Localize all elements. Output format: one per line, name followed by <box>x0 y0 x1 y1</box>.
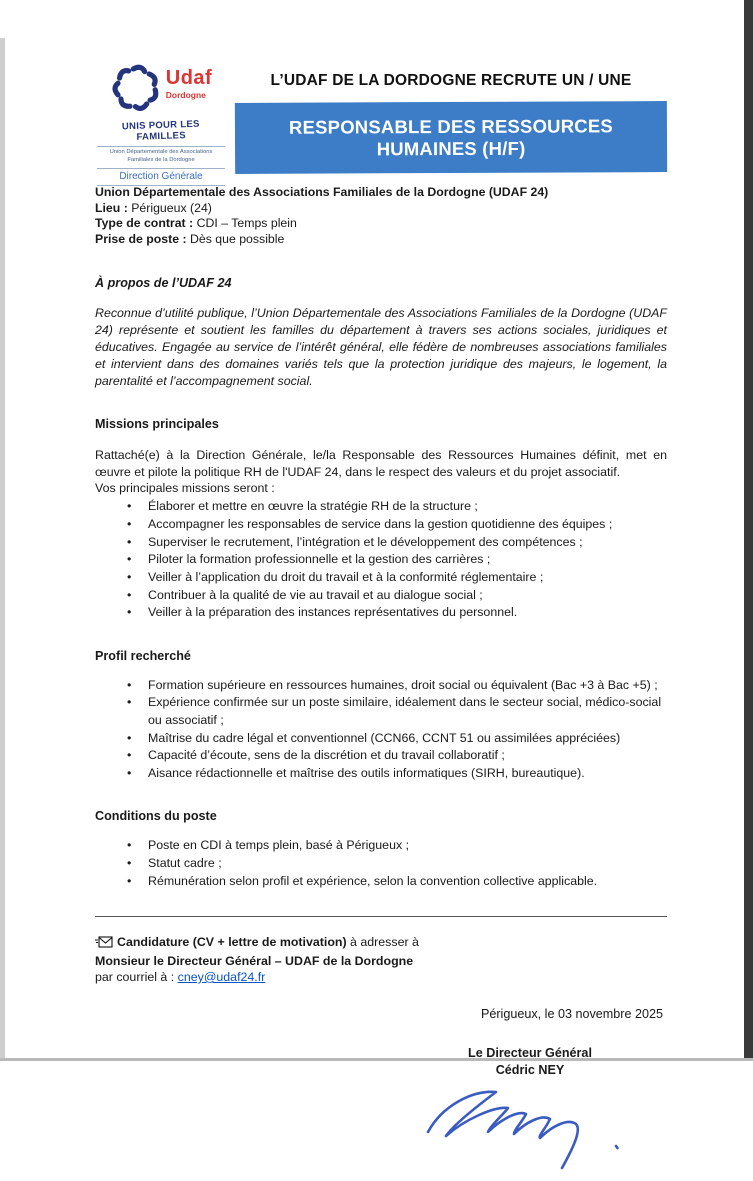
condition-item: • Rémunération selon profil et expérience, selon la convention collective applicable. <box>95 873 667 891</box>
missions-intro: Rattaché(e) à la Direction Générale, le/la Responsable des Ressources Humaines définit, met en œuvre et pilote la politique RH de l'UDAF 24, dans le respect des valeurs et du projet associatif. <box>95 448 667 479</box>
profile-heading: Profil recherché <box>95 648 191 663</box>
about-paragraph: Reconnue d’utilité publique, l’Union Départementale des Associations Familiales de la Dordogne (UDAF 24) représente et soutient les familles du département à travers ses actions sociales, juridiques et éducatives. Engagée au service de l’intérêt général, elle fédère de nombreuses associations familiales et intervient dans des domaines variés tels que la protection juridique des majeurs, le logement, la parentalité et l’accompagnement social. <box>95 306 667 389</box>
footer-divider <box>95 916 667 917</box>
profile-item: • Expérience confirmée sur un poste similaire, idéalement dans le secteur social, médico-social ou associatif ; <box>95 694 667 729</box>
document-page <box>95 60 667 1181</box>
logo-udaf-text: Udaf <box>165 67 213 89</box>
field-lieu-value: Périgueux (24) <box>131 200 212 215</box>
organization-line: Union Départementale des Associations Familiales de la Dordogne (UDAF 24) <box>95 185 549 199</box>
profile-item: • Capacité d’écoute, sens de la discrétion et du travail collaboratif ; <box>95 747 667 765</box>
application-block <box>95 934 667 985</box>
scan-edge-left <box>0 38 5 1061</box>
profile-item: • Formation supérieure en ressources humaines, droit social ou équivalent (Bac +3 à Bac +5) ; <box>95 677 667 695</box>
about-heading: À propos de l’UDAF 24 <box>95 276 232 291</box>
profile-item: • Maîtrise du cadre légal et conventionnel (CCN66, CCNT 51 ou assimilées appréciées) <box>95 730 667 748</box>
job-info-block <box>95 185 667 247</box>
missions-list <box>95 498 667 621</box>
mission-item: • Accompagner les responsables de service dans la gestion quotidienne des équipes ; <box>95 516 667 534</box>
job-title-text: RESPONSABLE DES RESSOURCES HUMAINES (H/F) <box>288 115 613 160</box>
udaf-logo <box>97 62 225 186</box>
application-line1-rest: à adresser à <box>346 935 419 950</box>
logo-tagline: UNIS POUR LES FAMILLES <box>121 118 200 143</box>
profile-list <box>95 677 667 783</box>
envelope-icon <box>95 936 113 952</box>
email-link[interactable]: cney@udaf24.fr <box>177 969 266 984</box>
document-header <box>95 60 667 185</box>
logo-region-text: Dordogne <box>165 90 206 100</box>
logo-department: Direction Générale <box>97 168 225 186</box>
handwritten-signature <box>410 1084 660 1181</box>
mission-item: • Superviser le recrutement, l’intégration et le développement des compétences ; <box>95 534 667 552</box>
application-email-prefix: par courriel à : <box>95 969 178 984</box>
conditions-heading: Conditions du poste <box>95 809 217 824</box>
field-contrat-label: Type de contrat : <box>95 216 194 231</box>
scan-edge-right <box>744 0 753 1061</box>
udaf-figures-icon <box>110 62 162 119</box>
application-recipient: Monsieur le Directeur Général – UDAF de la Dordogne <box>95 953 414 968</box>
field-prise-value: Dès que possible <box>190 231 285 246</box>
profile-item: • Aisance rédactionnelle et maîtrise des outils informatiques (SIRH, bureautique). <box>95 765 667 783</box>
signatory-name: Cédric NEY <box>495 1062 565 1077</box>
mission-item: • Piloter la formation professionnelle et la gestion des carrières ; <box>95 551 667 569</box>
condition-item: • Poste en CDI à temps plein, basé à Périgueux ; <box>95 837 667 855</box>
signature-block <box>400 1045 660 1181</box>
field-contrat <box>95 216 667 232</box>
mission-item: • Élaborer et mettre en œuvre la stratégie RH de la structure ; <box>95 498 667 516</box>
signatory-title: Le Directeur Général <box>468 1046 592 1061</box>
recruit-headline: L’UDAF DE LA DORDOGNE RECRUTE UN / UNE <box>270 72 632 89</box>
field-prise-label: Prise de poste : <box>95 231 187 246</box>
missions-heading: Missions principales <box>95 417 219 432</box>
job-title-banner <box>235 101 667 174</box>
place-date-line: Périgueux, le 03 novembre 2025 <box>480 1007 663 1022</box>
field-lieu <box>95 201 667 217</box>
application-line1-bold: Candidature (CV + lettre de motivation) <box>117 935 347 950</box>
mission-item: • Contribuer à la qualité de vie au travail et au dialogue social ; <box>95 587 667 605</box>
field-lieu-label: Lieu : <box>95 200 128 215</box>
condition-item: • Statut cadre ; <box>95 855 667 873</box>
conditions-list <box>95 837 667 890</box>
missions-intro2: Vos principales missions seront : <box>95 481 275 496</box>
mission-item: • Veiller à la préparation des instances représentatives du personnel. <box>95 604 667 622</box>
logo-subtext: Union Départementale des Associations Familiales de la Dordogne <box>97 146 225 165</box>
mission-item: • Veiller à l’application du droit du travail et à la conformité réglementaire ; <box>95 569 667 587</box>
field-contrat-value: CDI – Temps plein <box>196 216 297 231</box>
field-prise-de-poste <box>95 232 667 248</box>
